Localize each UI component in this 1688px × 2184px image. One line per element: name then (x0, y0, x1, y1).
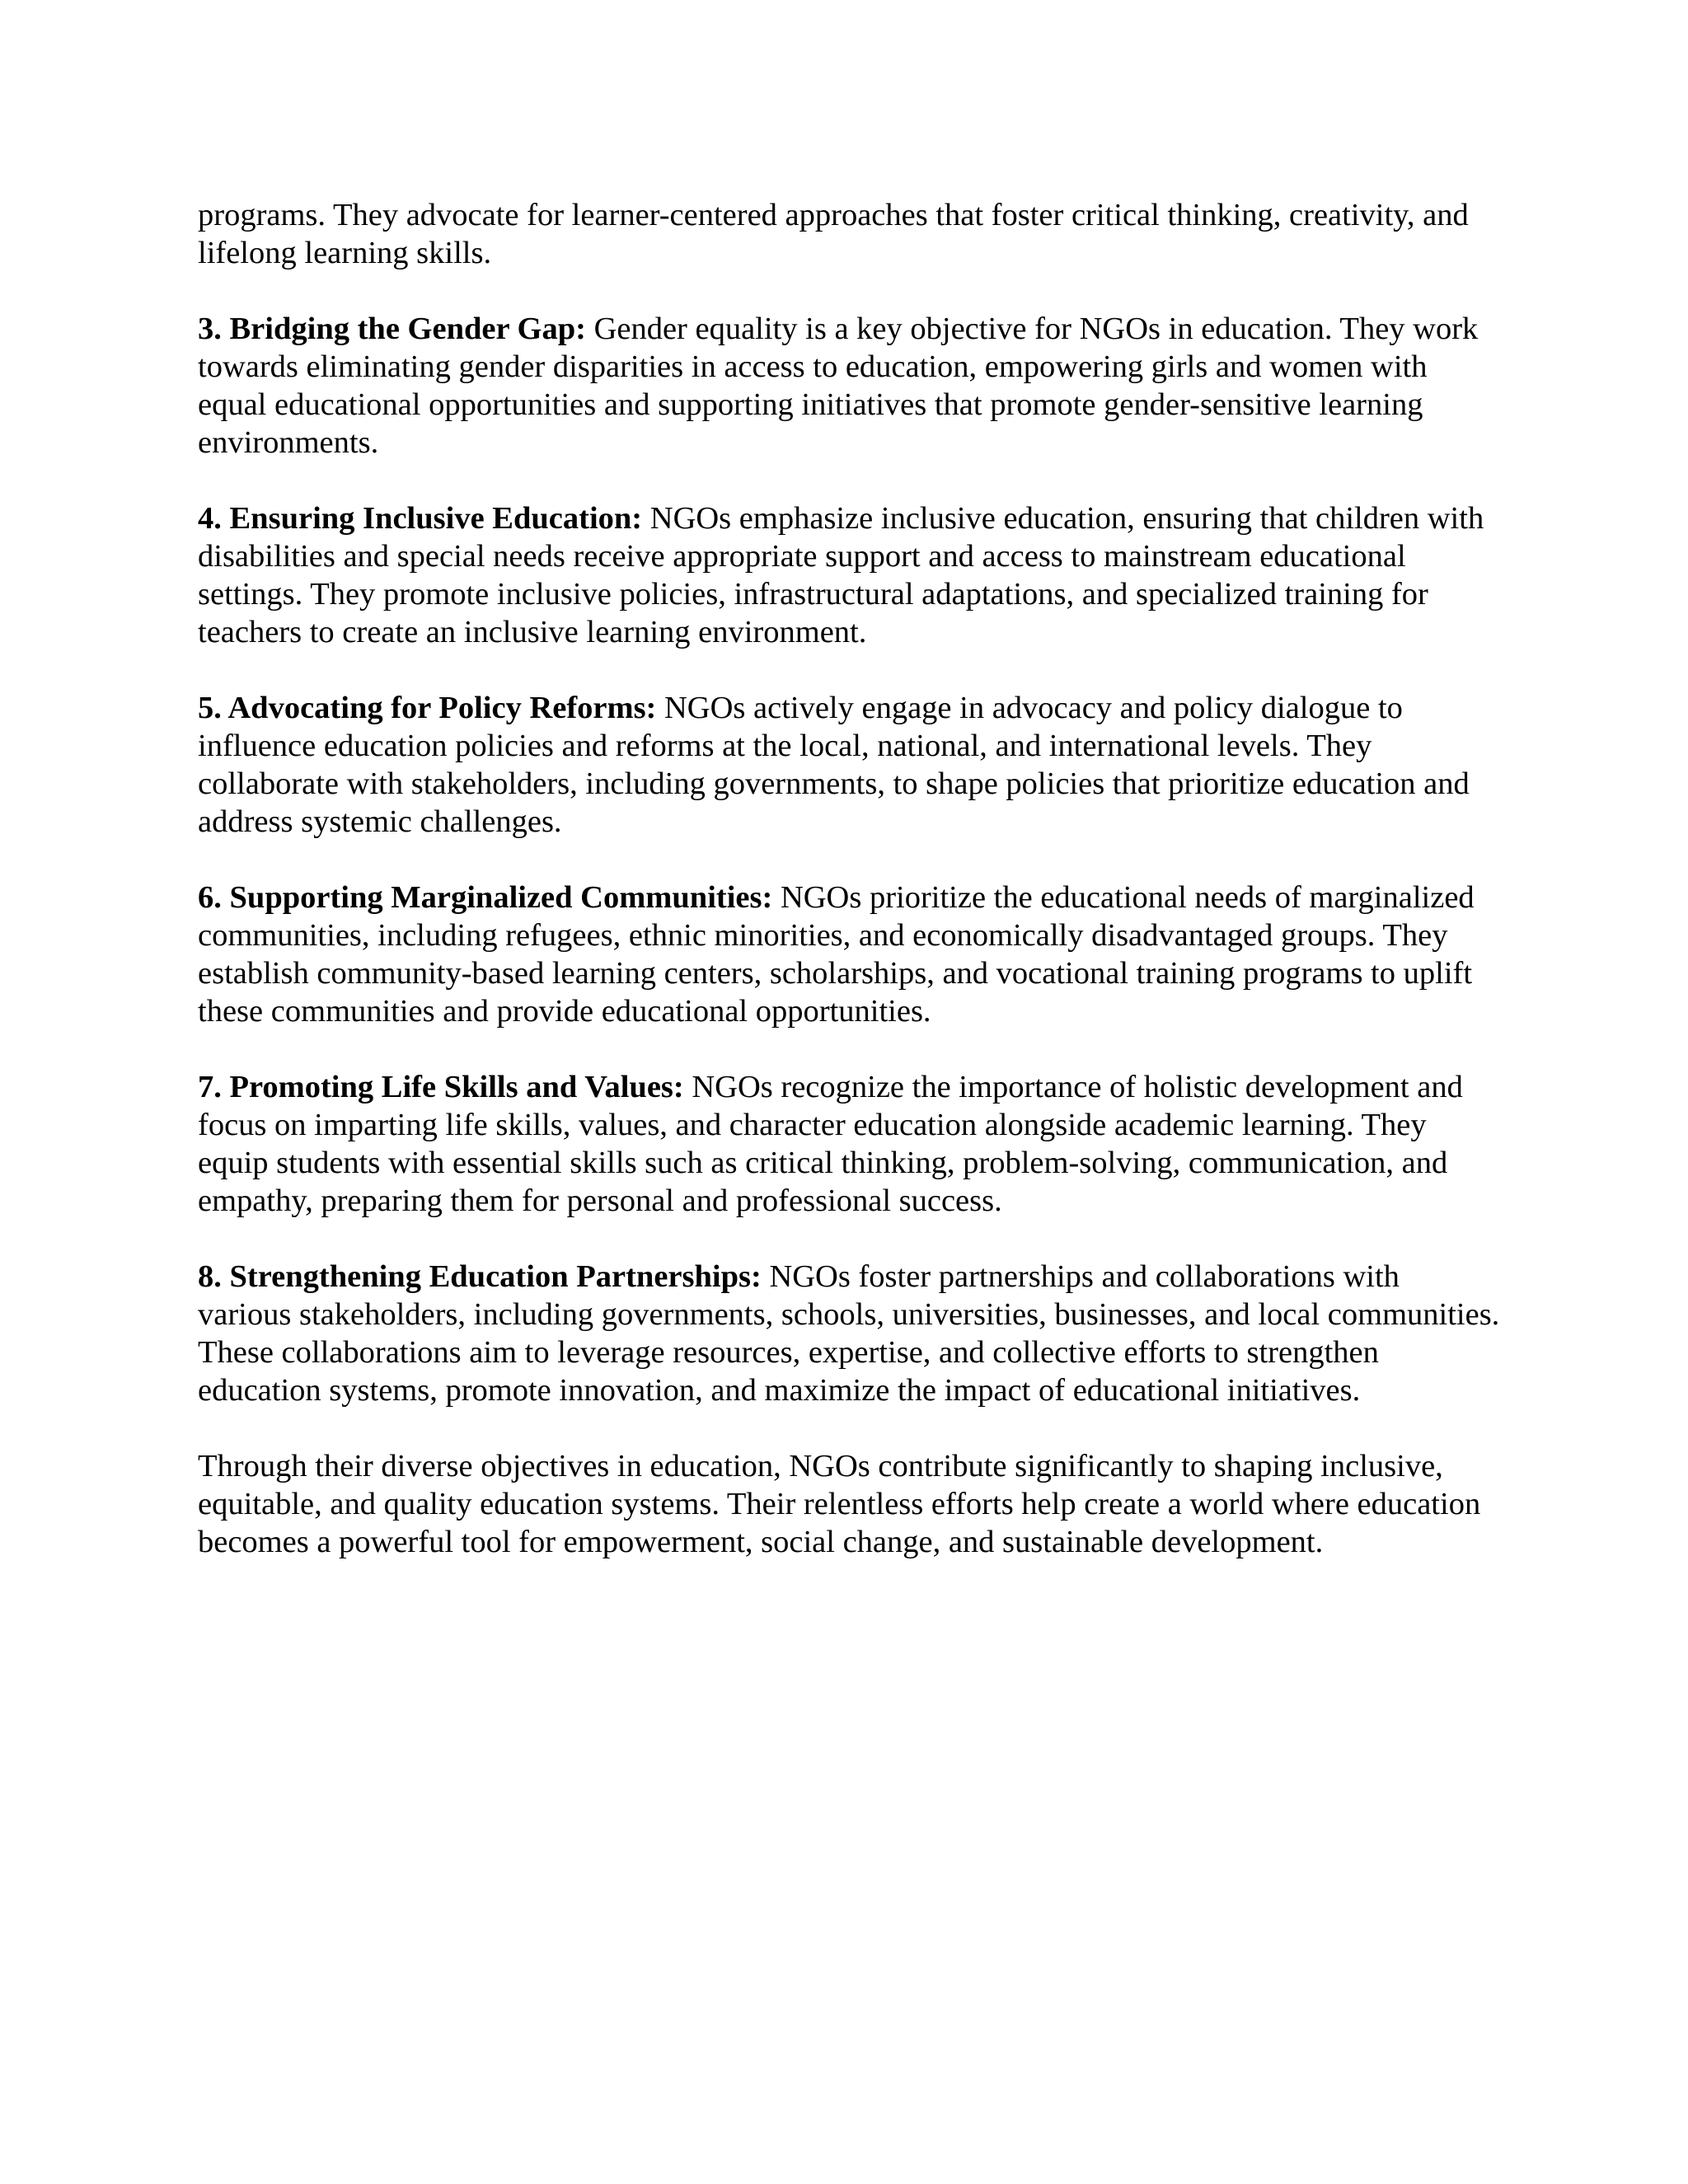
section-5-paragraph (198, 689, 1500, 841)
section-4-heading: 4. Ensuring Inclusive Education: (198, 501, 643, 536)
section-6-heading: 6. Supporting Marginalized Communities: (198, 880, 773, 915)
section-4-body: NGOs emphasize inclusive education, ensuring that children with disabilities and special needs receive appropriate support and access to mainstream educational settings. They promote inclusive policies, infrastructural adaptations, and specialized training for teachers to create an inclusive learning environment. (198, 501, 1484, 649)
section-3-body: Gender equality is a key objective for NGOs in education. They work towards eliminating gender disparities in access to education, empowering girls and women with equal educational opportunities and supporting initiatives that promote gender-sensitive learning environments. (198, 312, 1479, 460)
section-7-paragraph (198, 1068, 1500, 1220)
section-4-paragraph (198, 499, 1500, 651)
conclusion-text: Through their diverse objectives in education, NGOs contribute significantly to shaping inclusive, equitable, and quality education systems. Their relentless efforts help create a world where education becomes a powerful tool for empowerment, social change, and sustainable development. (198, 1449, 1481, 1559)
section-7-heading: 7. Promoting Life Skills and Values: (198, 1070, 684, 1104)
section-6-body: NGOs prioritize the educational needs of marginalized communities, including refugees, ethnic minorities, and economically disadvantaged groups. They establish community-based learning centers, scholarships, and vocational training programs to uplift these communities and provide educational opportunities. (198, 880, 1475, 1029)
intro-continuation-text: programs. They advocate for learner-centered approaches that foster critical thinking, creativity, and lifelong learning skills. (198, 198, 1469, 270)
document-body (198, 196, 1500, 1561)
section-8-heading: 8. Strengthening Education Partnerships: (198, 1259, 762, 1294)
intro-continuation-paragraph (198, 196, 1500, 272)
conclusion-paragraph (198, 1447, 1500, 1561)
section-3-paragraph (198, 310, 1500, 462)
section-5-body: NGOs actively engage in advocacy and policy dialogue to influence education policies and reforms at the local, national, and international levels. They collaborate with stakeholders, including governments, to shape policies that prioritize education and address systemic challenges. (198, 691, 1470, 839)
section-6-paragraph (198, 879, 1500, 1030)
section-8-body: NGOs foster partnerships and collaborations with various stakeholders, including governments, schools, universities, businesses, and local communities. These collaborations aim to leverage resources, expertise, and collective efforts to strengthen education systems, promote innovation, and maximize the impact of educational initiatives. (198, 1259, 1500, 1408)
section-7-body: NGOs recognize the importance of holistic development and focus on imparting life skills, values, and character education alongside academic learning. They equip students with essential skills such as critical thinking, problem-solving, communication, and empathy, preparing them for personal and professional success. (198, 1070, 1463, 1218)
section-5-heading: 5. Advocating for Policy Reforms: (198, 691, 657, 725)
section-8-paragraph (198, 1258, 1500, 1409)
section-3-heading: 3. Bridging the Gender Gap: (198, 312, 586, 346)
